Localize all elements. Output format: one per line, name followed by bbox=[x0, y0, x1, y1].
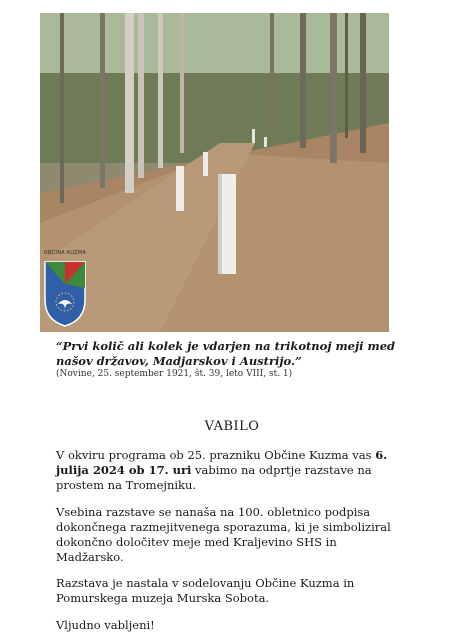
quote-source: (Novine, 25. september 1921, št. 39, leto VIII, st. 1) bbox=[56, 369, 293, 379]
invitation-paragraph-content: Vsebina razstave se nanaša na 100. obletnico podpisa dokončnega razmejitvenega sporazuma, ki je simboliziral dokončno določitev meje med Kraljevino SHS in Madžarsko. bbox=[56, 505, 391, 564]
invitation-closing: Vljudno vabljeni! bbox=[56, 618, 155, 632]
paragraph-text: vabimo na odprtje razstave na prostem na Tromejniku. bbox=[56, 463, 372, 492]
invitation-heading: VABILO bbox=[204, 419, 260, 434]
historical-quote: “Prvi količ ali kolek je vdarjen na trikotnoj meji med našov državov, Madjarskov i Austrijo.” bbox=[56, 339, 396, 368]
border-stones-photo bbox=[40, 13, 389, 332]
invitation-paragraph-collaboration: Razstava je nastala v sodelovanju Občine Kuzma in Pomurskega muzeja Murska Sobota. bbox=[56, 576, 355, 605]
municipality-crest bbox=[40, 250, 90, 330]
forest-photo-illustration bbox=[40, 13, 389, 332]
invitation-paragraph-date bbox=[56, 448, 396, 493]
event-date-time: 6. julija 2024 ob 17. uri bbox=[56, 448, 388, 477]
municipality-coat-of-arms-icon bbox=[40, 258, 90, 328]
paragraph-text: V okviru programa ob 25. prazniku Občine Kuzma vas bbox=[56, 448, 376, 462]
crest-label: OBČINA KUZMA bbox=[43, 250, 87, 256]
